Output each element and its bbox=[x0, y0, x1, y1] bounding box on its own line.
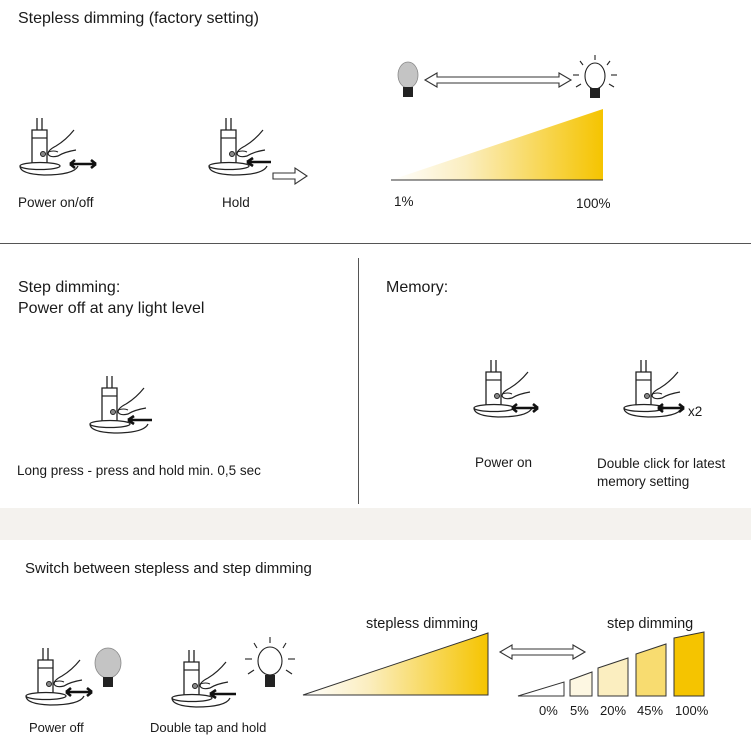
step-bar bbox=[674, 632, 704, 696]
step-dimming-label: step dimming bbox=[607, 616, 694, 632]
step-bar bbox=[598, 658, 628, 696]
double-click-line2: memory setting bbox=[597, 474, 690, 489]
stepless-dimming-label: stepless dimming bbox=[366, 616, 479, 632]
level-label: 5% bbox=[570, 703, 589, 718]
long-press-label: Long press - press and hold min. 0,5 sec bbox=[17, 463, 261, 478]
level-label: 0% bbox=[539, 703, 558, 718]
power-off-label: Power off bbox=[29, 720, 84, 735]
step-bar bbox=[636, 644, 666, 696]
step-bar bbox=[518, 682, 564, 696]
min-percent-label: 1% bbox=[394, 194, 414, 209]
step-title-line1: Step dimming: bbox=[18, 279, 121, 296]
power-on-label: Power on bbox=[475, 455, 533, 470]
step-bar bbox=[570, 672, 592, 696]
level-label: 20% bbox=[600, 703, 627, 718]
stepless-title: Stepless dimming (factory setting) bbox=[18, 10, 259, 27]
double-tap-label: Double tap and hold bbox=[150, 720, 267, 735]
switch-title: Switch between stepless and step dimming bbox=[25, 560, 312, 577]
level-label: 45% bbox=[637, 703, 664, 718]
x2-label: x2 bbox=[688, 404, 703, 419]
step-title-line2: Power off at any light level bbox=[18, 300, 205, 317]
power-on-off-label: Power on/off bbox=[18, 195, 94, 210]
double-click-line1: Double click for latest bbox=[597, 456, 726, 471]
level-label: 100% bbox=[675, 703, 709, 718]
memory-title: Memory: bbox=[386, 279, 449, 296]
hold-label: Hold bbox=[222, 195, 250, 210]
max-percent-label: 100% bbox=[576, 196, 611, 211]
